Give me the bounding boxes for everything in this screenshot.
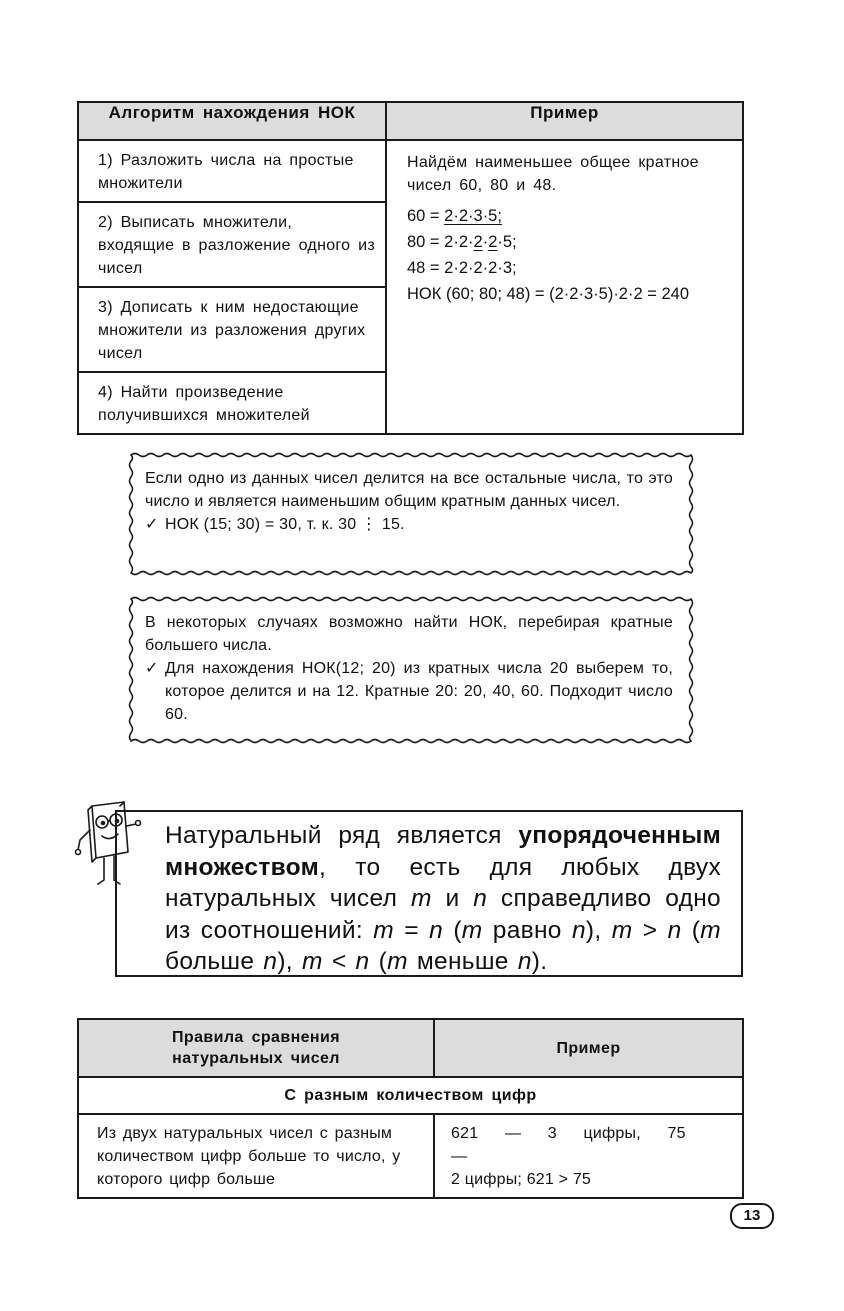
page-number: 13 — [730, 1203, 774, 1229]
algorithm-step-4: 4) Найти произведение получившихся множителей — [78, 372, 386, 434]
lcm-algorithm-table — [77, 101, 744, 435]
ordered-set-definition-text: Натуральный ряд является упорядоченным множеством, то есть для любых двух натуральных чисел m и n справедливо одно из соотношений: m = n (m равно n), m > n (m больше n), m < n (m меньше n). — [165, 822, 721, 975]
table1-header-example: Пример — [386, 102, 743, 140]
algorithm-step-3: 3) Дописать к ним недостающие множители из разложения других чисел — [78, 287, 386, 372]
rule-example — [434, 1114, 743, 1198]
factorization-60: 60 = 2·2·3·5; — [407, 207, 502, 225]
comparison-rules-table — [77, 1018, 744, 1199]
note2-example: ✓ Для нахождения НОК(12; 20) из кратных числа 20 выберем то, которое делится и на 12. Кратные 20: 20, 40, 60. Подходит число 60. — [145, 657, 673, 726]
note2-text: В некоторых случаях возможно найти НОК, перебирая кратные большего числа. — [145, 614, 673, 654]
rule-example-line2: 2 цифры; 621 > 75 — [451, 1171, 592, 1188]
algorithm-step-2: 2) Выписать множители, входящие в разложение одного из чисел — [78, 202, 386, 287]
ordered-set-definition-box — [115, 810, 743, 977]
rule-different-digit-count: Из двух натуральных чисел с разным количеством цифр больше то число, у которого цифр больше — [78, 1114, 434, 1198]
checkmark-icon: ✓ — [145, 516, 159, 533]
note-divisible-lcm — [127, 451, 695, 577]
table2-header-rules: Правила сравнения натуральных чисел — [78, 1019, 434, 1077]
checkmark-icon: ✓ — [145, 660, 159, 677]
factorization-80: 80 = 2·2·2·2·5; — [407, 233, 517, 251]
algorithm-step-1: 1) Разложить числа на простые множители — [78, 140, 386, 202]
note-multiples-search — [127, 595, 695, 745]
factorization-48: 48 = 2·2·2·2·3; — [407, 259, 517, 277]
table2-header-example: Пример — [434, 1019, 743, 1077]
lcm-example-cell — [386, 140, 743, 434]
note1-example: ✓ НОК (15; 30) = 30, т. к. 30 ⋮ 15. — [145, 513, 673, 536]
lcm-result: НОК (60; 80; 48) = (2·2·3·5)·2·2 = 240 — [407, 285, 689, 303]
table2-section-title: С разным количеством цифр — [78, 1077, 743, 1114]
rule-example-line1: 621 — 3 цифры, 75 — — [451, 1125, 686, 1165]
lcm-example-intro: Найдём наименьшее общее кратное чисел 60, 80 и 48. — [407, 154, 699, 194]
note1-text: Если одно из данных чисел делится на все остальные числа, то это число и является наименьшим общим кратным данных чисел. — [145, 470, 673, 510]
table1-header-algorithm: Алгоритм нахождения НОК — [78, 102, 386, 140]
lcm-example-math — [407, 203, 732, 307]
